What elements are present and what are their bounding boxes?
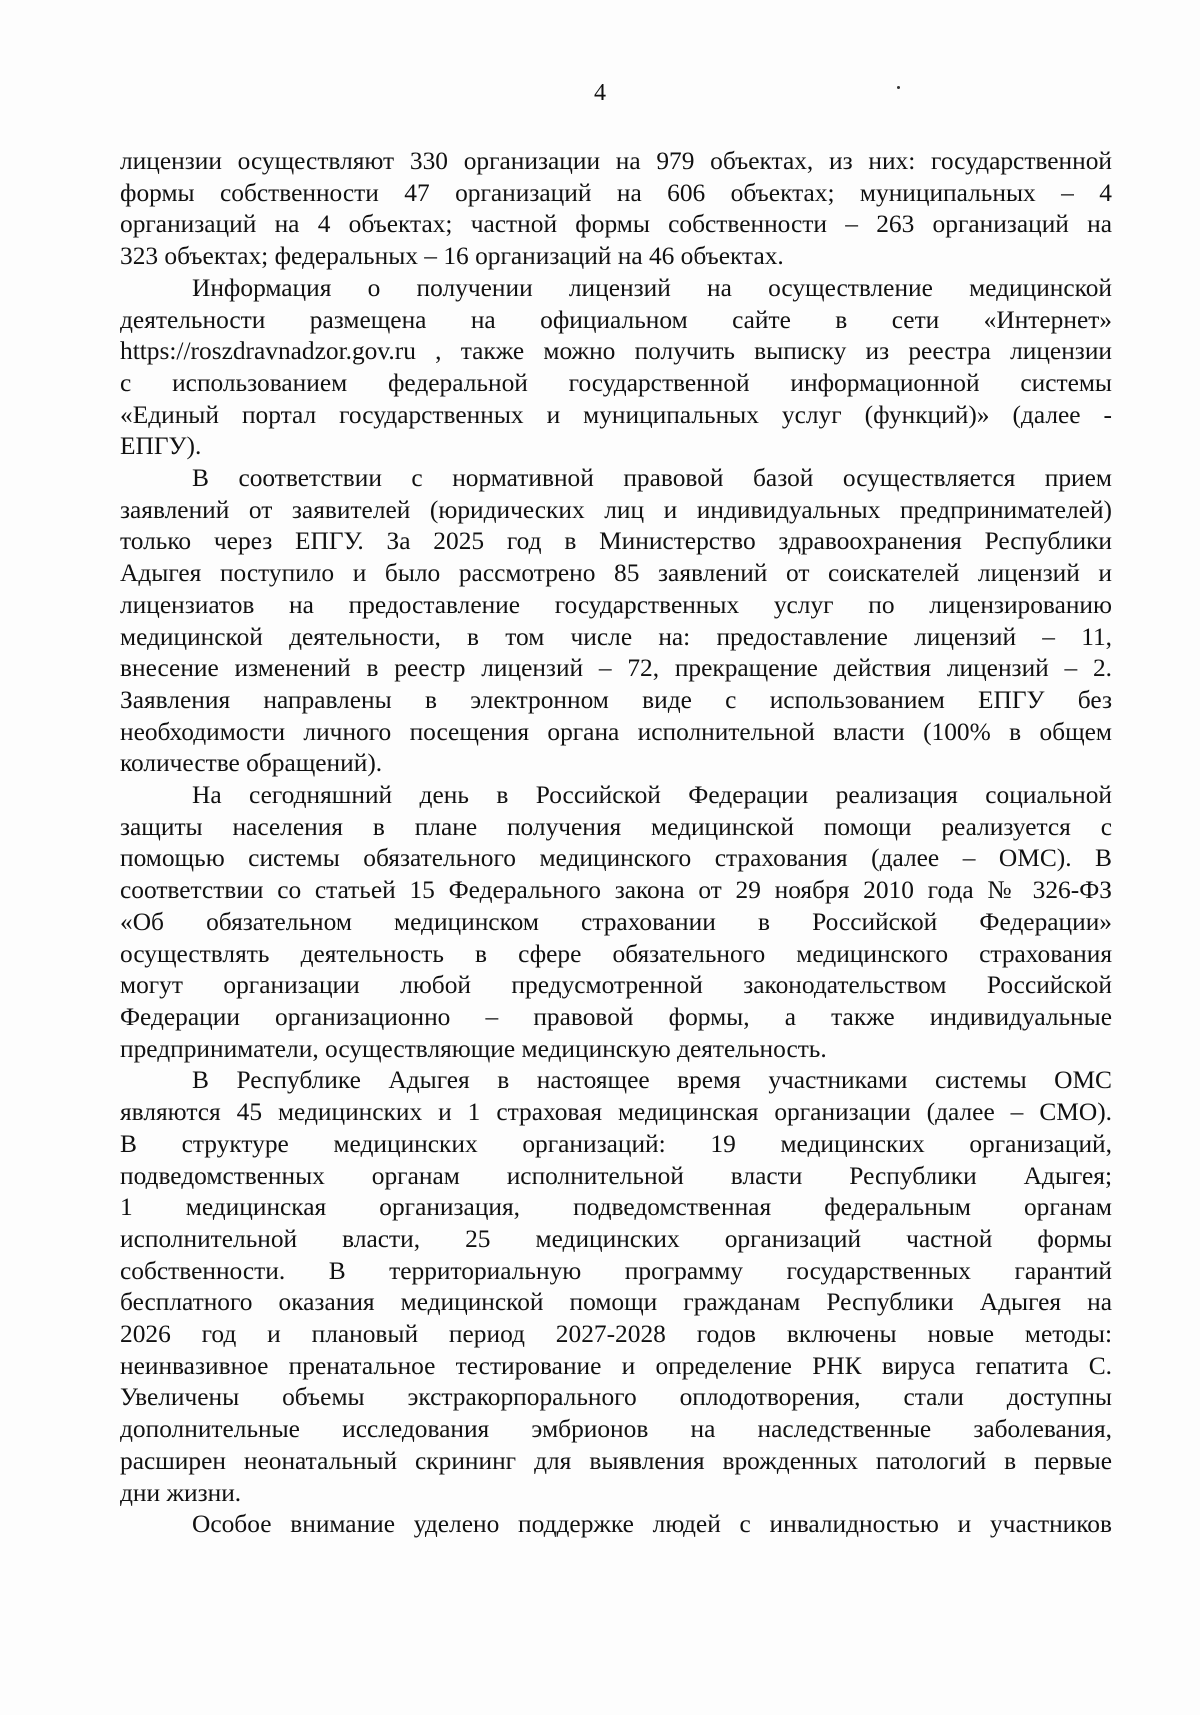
text-line: На сегодняшний день в Российской Федерации реализация социальной — [192, 781, 1112, 810]
paragraph — [120, 273, 1112, 463]
text-line: неинвазивное пренатальное тестирование и определение РНК вируса гепатита С. — [120, 1351, 1112, 1380]
paragraph — [120, 1065, 1112, 1509]
text-line: 323 объектах; федеральных – 16 организаций на 46 объектах. — [120, 242, 784, 271]
text-line: 1 медицинская организация, подведомственная федеральным органам — [120, 1193, 1112, 1222]
text-line: дни жизни. — [120, 1478, 242, 1507]
text-line: дополнительные исследования эмбрионов на наследственные заболевания, — [120, 1415, 1112, 1444]
text-line: собственности. В территориальную программу государственных гарантий — [120, 1256, 1112, 1285]
text-line: осуществлять деятельность в сфере обязательного медицинского страхования — [120, 939, 1112, 968]
text-line: Особое внимание уделено поддержке людей с инвалидностью и участников — [192, 1510, 1112, 1539]
page-number: 4 — [594, 80, 606, 106]
text-line: В структуре медицинских организаций: 19 медицинских организаций, — [120, 1129, 1112, 1158]
text-line: В соответствии с нормативной правовой базой осуществляется прием — [192, 464, 1112, 493]
text-line: исполнительной власти, 25 медицинских организаций частной формы — [120, 1224, 1112, 1253]
text-line: лицензиатов на предоставление государственных услуг по лицензированию — [120, 590, 1112, 619]
text-line: https://roszdravnadzor.gov.ru , также можно получить выписку из реестра лицензии — [120, 337, 1112, 366]
text-line: внесение изменений в реестр лицензий – 72, прекращение действия лицензий – 2. — [120, 654, 1112, 683]
text-line: являются 45 медицинских и 1 страховая медицинская организации (далее – СМО). — [120, 1098, 1112, 1127]
text-line: 2026 год и плановый период 2027-2028 годов включены новые методы: — [120, 1320, 1112, 1349]
text-line: ЕПГУ). — [120, 432, 202, 461]
text-line: лицензии осуществляют 330 организации на 979 объектах, из них: государственной — [120, 147, 1112, 175]
text-line: деятельности размещена на официальном сайте в сети «Интернет» — [120, 305, 1112, 334]
text-line: бесплатного оказания медицинской помощи гражданам Республики Адыгея на — [120, 1288, 1112, 1317]
text-line: необходимости личного посещения органа исполнительной власти (100% в общем — [120, 717, 1112, 746]
paragraph — [120, 1509, 1112, 1541]
text-line: В Республике Адыгея в настоящее время участниками системы ОМС — [192, 1066, 1112, 1095]
text-line: помощью системы обязательного медицинского страхования (далее – ОМС). В — [120, 844, 1112, 873]
text-line: Информация о получении лицензий на осуществление медицинской — [192, 273, 1112, 302]
scan-speck — [897, 86, 900, 89]
paragraph — [120, 780, 1112, 1065]
text-line: «Об обязательном медицинском страховании в Российской Федерации» — [120, 907, 1112, 936]
text-line: могут организации любой предусмотренной законодательством Российской — [120, 971, 1112, 1000]
text-line: предприниматели, осуществляющие медицинскую деятельность. — [120, 1034, 827, 1063]
text-line: Заявления направлены в электронном виде с использованием ЕПГУ без — [120, 685, 1112, 714]
text-line: Увеличены объемы экстракорпорального оплодотворения, стали доступны — [120, 1383, 1112, 1412]
paragraph — [120, 463, 1112, 780]
text-line: расширен неонатальный скрининг для выявления врожденных патологий в первые — [120, 1446, 1112, 1475]
text-line: соответствии со статьей 15 Федерального закона от 29 ноября 2010 года № 326-ФЗ — [120, 876, 1112, 905]
text-line: медицинской деятельности, в том числе на: предоставление лицензий – 11, — [120, 622, 1112, 651]
text-line: формы собственности 47 организаций на 606 объектах; муниципальных – 4 — [120, 178, 1112, 207]
text-line: Федерации организационно – правовой формы, а также индивидуальные — [120, 1002, 1112, 1031]
text-line: защиты населения в плане получения медицинской помощи реализуется с — [120, 812, 1112, 841]
text-line: «Единый портал государственных и муниципальных услуг (функций)» (далее - — [120, 400, 1112, 429]
text-line: заявлений от заявителей (юридических лиц и индивидуальных предпринимателей) — [120, 495, 1112, 524]
text-line: подведомственных органам исполнительной власти Республики Адыгея; — [120, 1161, 1112, 1190]
text-line: с использованием федеральной государственной информационной системы — [120, 368, 1112, 397]
text-line: Адыгея поступило и было рассмотрено 85 заявлений от соискателей лицензий и — [120, 559, 1112, 588]
text-line: количестве обращений). — [120, 749, 383, 778]
text-line: организаций на 4 объектах; частной формы собственности – 263 организаций на — [120, 210, 1112, 239]
paragraph — [120, 146, 1112, 273]
document-body — [120, 146, 1112, 1541]
text-line: только через ЕПГУ. За 2025 год в Министерство здравоохранения Республики — [120, 527, 1112, 556]
